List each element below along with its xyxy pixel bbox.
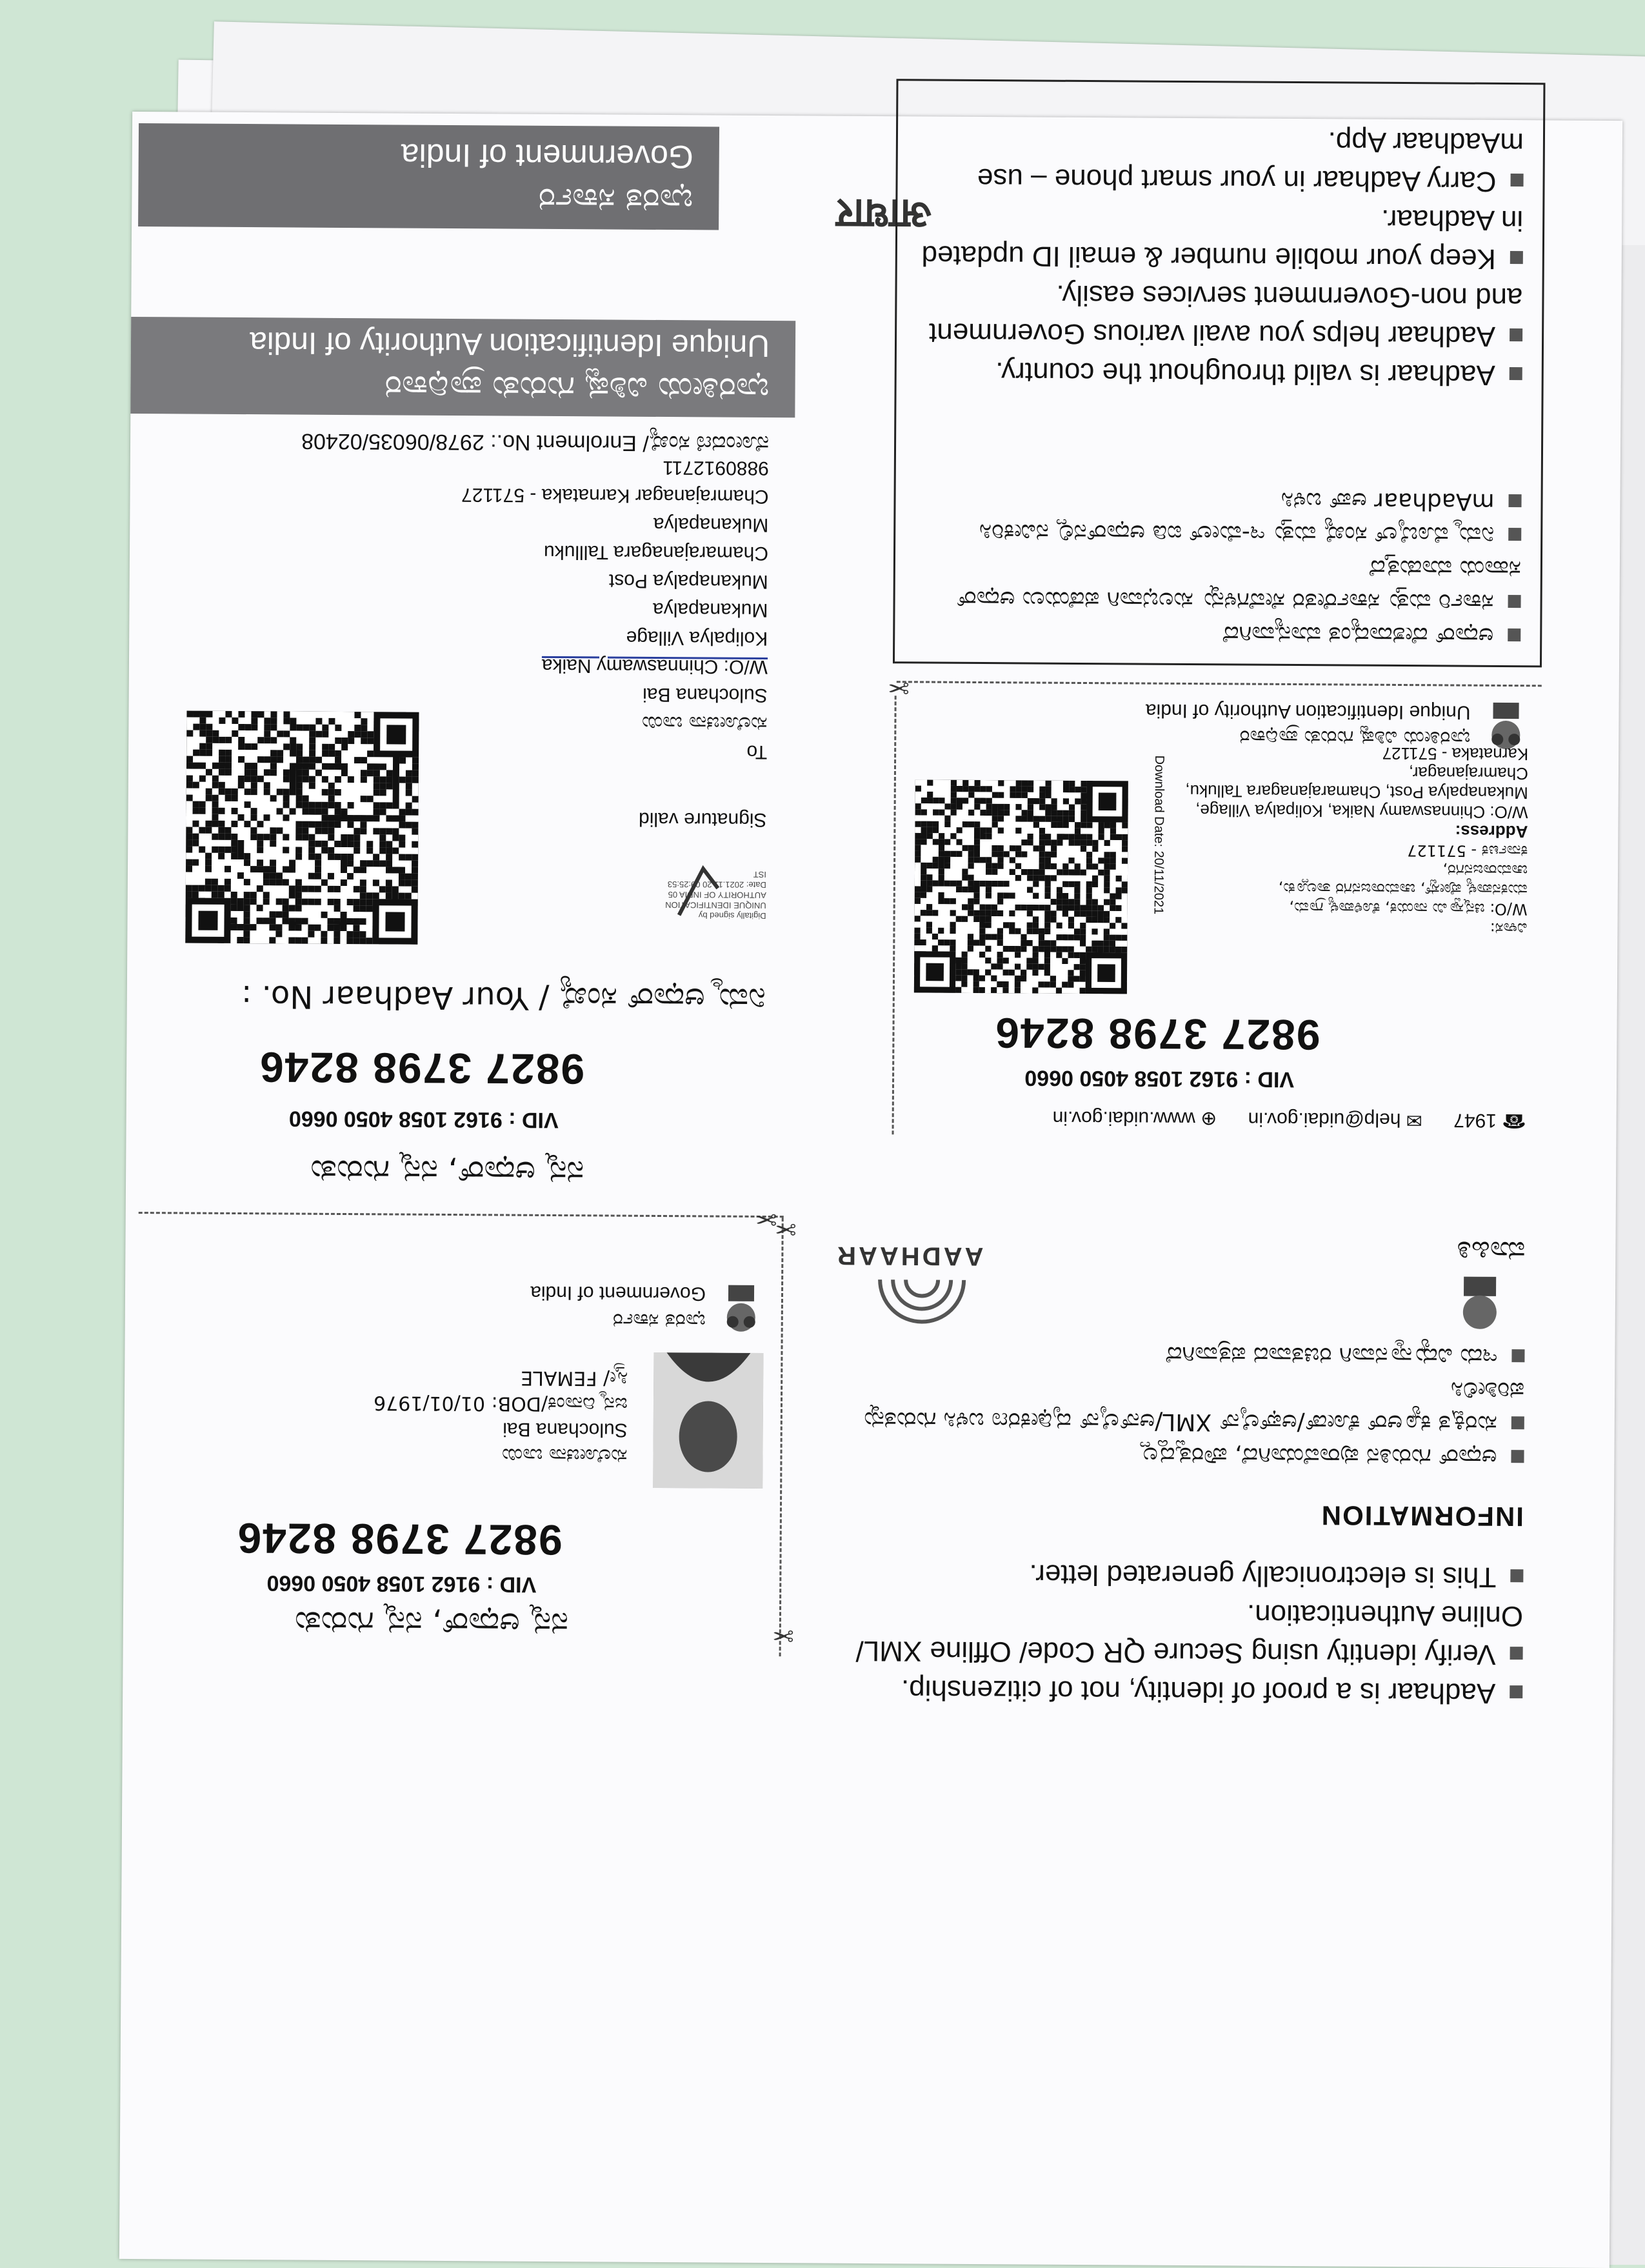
front-card	[136, 1227, 784, 1618]
front-en-gov: Government of India	[530, 1281, 706, 1305]
national-emblem-icon	[1448, 1273, 1513, 1338]
address-line: Mukanapalya Post, Chamarajanagara Talluku,	[1185, 781, 1528, 803]
aadhaar-fingerprint-icon	[873, 1276, 971, 1335]
address-line: Chamrajanagar,	[1408, 763, 1529, 784]
letter-aadhaar-number: 9827 3798 8246	[258, 1043, 585, 1094]
back-en-uid: Unique Identification Authority of India	[1145, 699, 1471, 723]
kn-bullet: ನಿಮ್ಮ ಮೊಬೈಲ್ ಸಂಖ್ಯೆ ಮತ್ತು ಇ-ಮೇಲ್ ಐಡಿ ಆಧಾರ್‌ನಲ್ಲಿ ನವೀಕರಿಸಿ	[979, 519, 1495, 548]
kn-address-line: ಮುಕನಪಾಳ್ಯ ಪೋಸ್ಟ್, ಚಾಮರಾಜನಗರ ತಾಲ್ಲೂಕು,	[1278, 879, 1528, 899]
kn-bullet: ಆಧಾರ್ ದೇಶದಾದ್ಯಂತ ಮಾನ್ಯವಾಗಿದೆ	[1222, 621, 1494, 649]
kn-address-label: ವಿಳಾಸ:	[1490, 919, 1528, 938]
aadhaar-logo: AADHAAR	[835, 1241, 984, 1271]
stamp-line: Digitally signed by	[698, 910, 766, 921]
address-name: Sulochana Bai	[643, 683, 768, 707]
address-line: W/O: Chinnaswamy Naika, Kolipalya Village,	[1195, 801, 1528, 823]
kn-bullet: ಇದು ವಿದ್ಯುನ್ಮಾನವಾಗಿ ರಚಿತವಾದ ಪತ್ರವಾಗಿದೆ	[1166, 1341, 1498, 1370]
back-card	[894, 683, 1542, 1138]
national-emblem-icon	[719, 1282, 764, 1340]
stamp-line: IST	[753, 869, 767, 880]
info-title: INFORMATION	[1320, 1500, 1524, 1532]
bullet: Aadhaar helps you avail various Government and non-Government services easily.	[928, 279, 1523, 352]
stamp-line: AUTHORITY OF INDIA 05	[668, 890, 766, 901]
address-village: Kolipalya Village	[626, 627, 768, 650]
info-kn-title: ಮಾಹಿತಿ	[1457, 1235, 1526, 1268]
letter-content	[119, 112, 1622, 2268]
front-vid: VID : 9162 1058 4050 0660	[266, 1571, 537, 1597]
front-name: Sulochana Bai	[503, 1418, 628, 1441]
front-gender: ಸ್ತ್ರೀ/ FEMALE	[521, 1366, 628, 1390]
information-section	[822, 1218, 1539, 2268]
info-box-bullets	[916, 119, 1524, 394]
scissors-icon: ✂	[774, 1214, 797, 1243]
web-icon: ⊕	[1201, 1108, 1217, 1130]
signature-check-icon	[676, 862, 722, 920]
info-kn-bullets	[840, 1336, 1524, 1474]
address-place: Mukanapalya	[652, 598, 768, 621]
bullet: Keep your mobile number & email ID updated in Aadhaar.	[921, 203, 1524, 275]
signature-label: Signature valid	[638, 808, 767, 831]
phone-icon: ☎	[1502, 1109, 1526, 1132]
address-kn-name: ಸುಲೋಚನಾ ಬಾಯಿ	[641, 711, 768, 736]
header-kannada: ಭಾರತ ಸರ್ಕಾರ	[538, 181, 693, 220]
recipient-address	[460, 452, 769, 766]
cut-line	[139, 1212, 784, 1218]
address-to: To	[746, 741, 768, 763]
info-box	[893, 79, 1546, 667]
kn-bullet: ಸುರಕ್ಷಿತ ಕ್ಯೂಆರ್ ಕೋಡ್/ಆಫ್‌ಲೈನ್ XML/ಆನ್‌ಲೈನ್ ದೃಢೀಕರಣ ಬಳಸಿ ಗುರುತನ್ನು ಪರಿಶೀಲಿಸಿ	[861, 1376, 1525, 1437]
kn-address-line: ಕರ್ನಾಟಕ - 571127	[1407, 841, 1528, 861]
kn-bullet: ಆಧಾರ್ ಗುರುತಿನ ಪುರಾವೆಯಾಗಿದೆ, ಪೌರತ್ವದ್ದಲ್ಲ	[1140, 1441, 1497, 1470]
header-hindi: आधार	[836, 189, 932, 238]
front-dob: ಜನ್ಮ ದಿನಾಂಕ/DOB: 01/01/1976	[374, 1391, 628, 1416]
help-email: help@uidai.gov.in	[1248, 1108, 1401, 1131]
download-date: Download Date: 20/11/2021	[1151, 755, 1167, 915]
address-place2: Mukanapalya	[653, 513, 769, 536]
back-aadhaar-number: 9827 3798 8246	[994, 1009, 1321, 1059]
letter-qr-code	[185, 711, 419, 945]
enrolment-number: ನೋಂದಣಿ ಸಂಖ್ಯೆ/ Enrolment No.: 2978/06035/02408	[301, 428, 770, 457]
info-box-kn-bullets	[914, 481, 1522, 652]
uidai-english: Unique Identification Authority of India	[249, 325, 770, 363]
letter-slogan: ನನ್ನ ಆಧಾರ್, ನನ್ನ ಗುರುತು	[310, 1152, 584, 1191]
web-address: www.uidai.gov.in	[1052, 1107, 1195, 1130]
bullet: Carry Aadhaar in your smart phone – use mAadhaar App.	[977, 126, 1524, 197]
your-aadhaar-label: ನಿಮ್ಮ ಆಧಾರ್ ಸಂಖ್ಯೆ / Your Aadhaar No. :	[241, 978, 766, 1018]
info-bullets	[839, 1554, 1523, 1712]
address-post: Mukanapalya Post	[608, 570, 768, 593]
back-kn-address	[1278, 840, 1528, 938]
kn-bullet: ಸರ್ಕಾರಿ ಮತ್ತು ಸರ್ಕಾರೇತರ ಸೇವೆಗಳನ್ನು ಸುಲಭವಾಗಿ ಪಡೆಯಲು ಆಧಾರ್ ಸಹಾಯ ಮಾಡುತ್ತದೆ	[956, 554, 1522, 616]
bullet: Aadhaar is valid throughout the country.	[995, 356, 1495, 391]
header-area	[138, 117, 932, 238]
front-aadhaar-number: 9827 3798 8246	[236, 1514, 563, 1565]
aadhaar-letter	[119, 112, 1622, 2268]
uidai-kannada: ಭಾರತೀಯ ವಿಶಿಷ್ಟ ಗುರುತು ಪ್ರಾಧಿಕಾರ	[384, 368, 770, 409]
address-taluk: Chamarajanagara Tallluku	[543, 541, 769, 565]
bullet: Aadhaar is a proof of identity, not of citizenship.	[901, 1674, 1496, 1709]
address-line: Karnataka - 571127	[1382, 743, 1529, 765]
back-footer	[1053, 1107, 1526, 1132]
scissors-icon: ✂	[755, 1204, 777, 1234]
back-kn-uid: ಭಾರತೀಯ ವಿಶಿಷ್ಟ ಗುರುತು ಪ್ರಾಧಿಕಾರ	[1239, 725, 1471, 750]
bullet: Verify identity using Secure QR Code/ Offline XML/ Online Authentication.	[855, 1598, 1524, 1671]
header-english: Government of India	[401, 137, 693, 176]
back-address	[1185, 743, 1528, 841]
front-kn-gov: ಭಾರತ ಸರ್ಕಾರ	[612, 1309, 706, 1332]
bullet: This is electronically generated letter.	[1029, 1558, 1497, 1593]
email-icon: ✉	[1406, 1109, 1422, 1131]
address-wo: W/O: Chinnaswamy Naika	[541, 654, 768, 678]
stamp-line: Date: 2021.11.20 09:25:53	[667, 879, 766, 890]
address-district: Chamrajanagar Karnataka - 571127	[461, 484, 769, 508]
back-qr-code	[914, 779, 1128, 994]
letter-vid: VID : 9162 1058 4050 0660	[288, 1106, 559, 1133]
holder-photo	[653, 1352, 763, 1489]
helpline-number: 1947	[1453, 1109, 1497, 1131]
scissors-icon: ✂	[888, 673, 910, 702]
uidai-band	[130, 317, 795, 417]
address-phone: 9880912711	[663, 457, 769, 479]
gov-header-band	[138, 123, 932, 238]
kn-address-line: W/O: ಚಿನ್ನಸ್ವಾಮಿ ನಾಯಕ, ಕೊಳಿಪಾಳ್ಯ ಗ್ರಾಮ,	[1289, 898, 1528, 919]
front-slogan: ನನ್ನ ಆಧಾರ್, ನನ್ನ ಗುರುತು	[294, 1604, 569, 1643]
address-label: Address:	[1455, 821, 1528, 842]
front-kn-name: ಸುಲೋಚನಾ ಬಾಯಿ	[501, 1443, 628, 1467]
kn-bullet: mAadhaar ಆಪ್ ಬಳಸಿ	[1281, 487, 1495, 515]
stamp-line: UNIQUE IDENTIFICATION	[665, 900, 766, 911]
letter-body	[126, 259, 796, 1101]
kn-address-line: ಚಾಮರಾಜನಗರ,	[1442, 861, 1528, 880]
scissors-icon: ✂	[772, 1621, 794, 1650]
back-vid: VID : 9162 1058 4050 0660	[1024, 1065, 1295, 1092]
